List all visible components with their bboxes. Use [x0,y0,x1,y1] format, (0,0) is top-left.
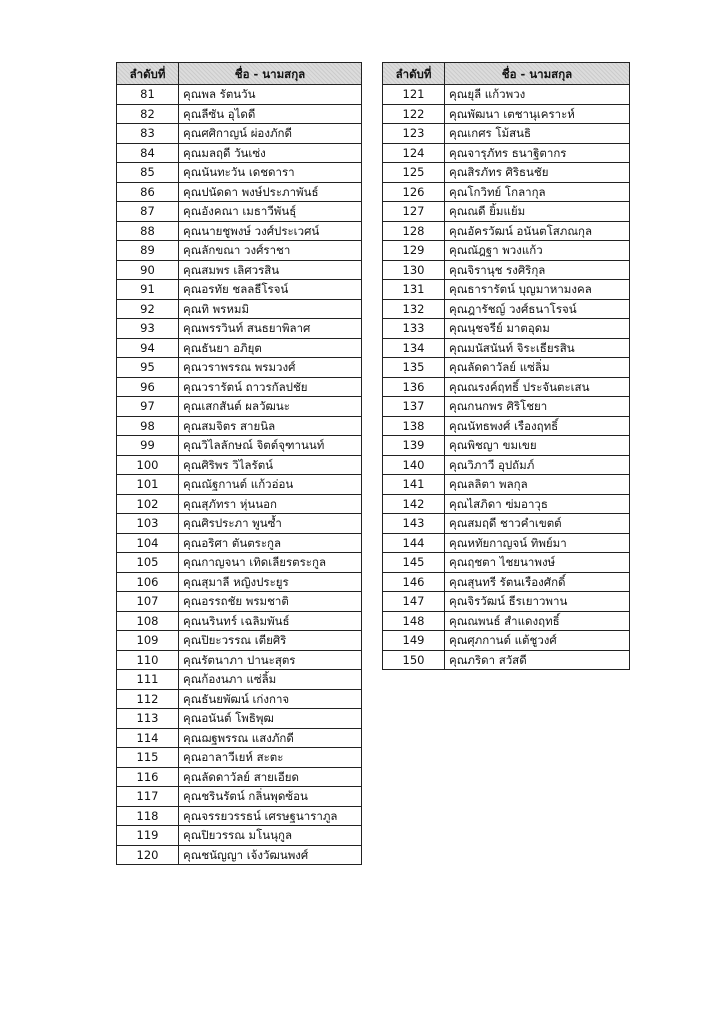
row-number: 135 [383,358,445,378]
row-number: 149 [383,631,445,651]
name-list-table-left [116,62,362,865]
table-row [383,124,630,144]
row-number: 86 [117,182,179,202]
row-number: 124 [383,143,445,163]
row-number: 115 [117,748,179,768]
row-number: 90 [117,260,179,280]
person-name: คุณณรงค์ฤทธิ์ ประจันตะเสน [445,377,630,397]
table-row [383,397,630,417]
table-row [117,202,362,222]
person-name: คุณอัครวัฒน์ อนันตโสภณกุล [445,221,630,241]
table-row [117,709,362,729]
row-number: 110 [117,650,179,670]
row-number: 121 [383,85,445,105]
table-row [383,650,630,670]
person-name: คุณสมพร เลิศวรสิน [179,260,362,280]
row-number: 128 [383,221,445,241]
row-number: 100 [117,455,179,475]
person-name: คุณหทัยกาญจน์ ทิพย์มา [445,533,630,553]
row-number: 83 [117,124,179,144]
person-name: คุณธันยา อภิยุต [179,338,362,358]
row-number: 93 [117,319,179,339]
person-name: คุณศศิกาญน์ ผ่องภักดี [179,124,362,144]
person-name: คุณนันทะวัน เดชดารา [179,163,362,183]
row-number: 139 [383,436,445,456]
table-body-left [117,85,362,865]
row-number: 116 [117,767,179,787]
person-name: คุณยุลี แก้วพวง [445,85,630,105]
person-name: คุณศุภกานต์ แต้ชูวงศ์ [445,631,630,651]
row-number: 131 [383,280,445,300]
row-number: 108 [117,611,179,631]
column-header-number: ลำดับที่ [383,63,445,85]
row-number: 98 [117,416,179,436]
person-name: คุณธารารัตน์ บุญมาหามงคล [445,280,630,300]
person-name: คุณวิภาวี อุปถัมภ์ [445,455,630,475]
person-name: คุณลัดดาวัลย์ แซ่ลิ่ม [445,358,630,378]
table-row [117,748,362,768]
table-row [117,319,362,339]
person-name: คุณลลิตา พลกุล [445,475,630,495]
row-number: 141 [383,475,445,495]
person-name: คุณโกวิทย์ โกลากุล [445,182,630,202]
person-name: คุณสุภัทรา หุ่นนอก [179,494,362,514]
table-row [383,241,630,261]
person-name: คุณวราพรรณ พรมวงศ์ [179,358,362,378]
table-row [383,416,630,436]
row-number: 119 [117,826,179,846]
row-number: 106 [117,572,179,592]
table-row [383,319,630,339]
table-row [117,260,362,280]
person-name: คุณนัทธพงศ์ เรืองฤทธิ์ [445,416,630,436]
row-number: 85 [117,163,179,183]
row-number: 127 [383,202,445,222]
person-name: คุณเสกสันต์ ผลวัฒนะ [179,397,362,417]
table-row [117,826,362,846]
row-number: 142 [383,494,445,514]
table-row [383,436,630,456]
person-name: คุณอรทัย ชลลธีโรจน์ [179,280,362,300]
table-row [383,280,630,300]
person-name: คุณกนกพร ศิริโชยา [445,397,630,417]
person-name: คุณวรารัตน์ ถาวรกัลปชัย [179,377,362,397]
table-header-row [117,63,362,85]
table-row [117,592,362,612]
row-number: 92 [117,299,179,319]
table-row [117,631,362,651]
table-row [117,475,362,495]
person-name: คุณณัฐกานต์ แก้วอ่อน [179,475,362,495]
column-header-number: ลำดับที่ [117,63,179,85]
table-row [117,241,362,261]
row-number: 89 [117,241,179,261]
table-row [383,221,630,241]
table-row [117,455,362,475]
table-row [383,202,630,222]
row-number: 138 [383,416,445,436]
table-row [117,436,362,456]
table-row [117,299,362,319]
row-number: 143 [383,514,445,534]
person-name: คุณปิยวรรณ มโนนุกูล [179,826,362,846]
table-row [383,104,630,124]
row-number: 107 [117,592,179,612]
row-number: 133 [383,319,445,339]
table-row [117,221,362,241]
person-name: คุณพรรวินท์ สนธยาพิลาศ [179,319,362,339]
person-name: คุณณพนธ์ สำแดงฤทธิ์ [445,611,630,631]
table-row [383,553,630,573]
person-name: คุณไสภิดา ฃ่มอาวุธ [445,494,630,514]
table-row [383,338,630,358]
table-row [117,85,362,105]
person-name: คุณนายชูพงษ์ วงศ์ประเวศน์ [179,221,362,241]
table-row [117,182,362,202]
row-number: 140 [383,455,445,475]
name-list-table-right [382,62,630,670]
person-name: คุณลีซัน อุไดดี [179,104,362,124]
table-row [383,572,630,592]
table-row [383,163,630,183]
row-number: 82 [117,104,179,124]
row-number: 103 [117,514,179,534]
table-row [383,182,630,202]
table-row [117,124,362,144]
table-row [117,163,362,183]
row-number: 118 [117,806,179,826]
person-name: คุณภริดา สวัสดี [445,650,630,670]
row-number: 144 [383,533,445,553]
person-name: คุณฤชตา ไชยนาพงษ์ [445,553,630,573]
row-number: 91 [117,280,179,300]
person-name: คุณมลฤดี วันเซ่ง [179,143,362,163]
person-name: คุณกาญจนา เทิดเลียรตระกูล [179,553,362,573]
person-name: คุณชนัญญา เจ้งวัฒนพงศ์ [179,845,362,865]
table-row [117,494,362,514]
row-number: 147 [383,592,445,612]
person-name: คุณลักขณา วงศ์ราชา [179,241,362,261]
person-name: คุณลัดดาวัลย์ สายเอียด [179,767,362,787]
row-number: 130 [383,260,445,280]
row-number: 123 [383,124,445,144]
table-row [383,299,630,319]
table-row [383,143,630,163]
row-number: 120 [117,845,179,865]
row-number: 129 [383,241,445,261]
table-row [117,104,362,124]
person-name: คุณรัตนาภา ปานะสุตร [179,650,362,670]
table-row [383,592,630,612]
table-row [117,358,362,378]
person-name: คุณสุมาลี หญิงประยูร [179,572,362,592]
row-number: 132 [383,299,445,319]
person-name: คุณจิรวัฒน์ ธีรเยาวพาน [445,592,630,612]
person-name: คุณปิยะวรรณ เตียศิริ [179,631,362,651]
person-name: คุณอาลาวีเยห์ สะตะ [179,748,362,768]
row-number: 117 [117,787,179,807]
row-number: 113 [117,709,179,729]
row-number: 101 [117,475,179,495]
table-row [117,280,362,300]
table-row [117,143,362,163]
person-name: คุณณดี ยิ้มแย้ม [445,202,630,222]
table-row [383,631,630,651]
table-body-right [383,85,630,670]
row-number: 109 [117,631,179,651]
person-name: คุณจรรยวรรธน์ เศรษฐนาราภูล [179,806,362,826]
person-name: คุณทิ พรหมมิ [179,299,362,319]
table-row [383,611,630,631]
table-row [117,572,362,592]
row-number: 81 [117,85,179,105]
table-row [117,728,362,748]
person-name: คุณจิรานุช รงศิริกุล [445,260,630,280]
row-number: 87 [117,202,179,222]
person-name: คุณสมฤดี ชาวคำเขตต์ [445,514,630,534]
table-row [117,650,362,670]
person-name: คุณอังคณา เมธาวีพันธุ์ [179,202,362,222]
person-name: คุณพิชญา ขมเขย [445,436,630,456]
person-name: คุณศิริพร วิไลรัตน์ [179,455,362,475]
person-name: คุณอรรถชัย พรมชาติ [179,592,362,612]
person-name: คุณพล รัตนวัน [179,85,362,105]
person-name: คุณปนัดดา พงษ์ประภาพันธ์ [179,182,362,202]
table-row [383,455,630,475]
row-number: 84 [117,143,179,163]
table-row [383,85,630,105]
person-name: คุณฎารัชญ์ วงศ์ธนาโรจน์ [445,299,630,319]
row-number: 94 [117,338,179,358]
row-number: 96 [117,377,179,397]
person-name: คุณสุนทรี รัตนเรืองศักดิ์ [445,572,630,592]
row-number: 134 [383,338,445,358]
person-name: คุณฌฐพรรณ แสงภักดี [179,728,362,748]
table-row [117,397,362,417]
row-number: 126 [383,182,445,202]
row-number: 97 [117,397,179,417]
row-number: 111 [117,670,179,690]
table-row [383,475,630,495]
row-number: 150 [383,650,445,670]
row-number: 95 [117,358,179,378]
person-name: คุณเกศร โม้สนธิ [445,124,630,144]
table-row [117,767,362,787]
table-row [383,358,630,378]
table-row [383,260,630,280]
person-name: คุณจารุภัทร ธนาฐิตากร [445,143,630,163]
row-number: 114 [117,728,179,748]
person-name: คุณพัฒนา เตชานุเคราะห์ [445,104,630,124]
row-number: 122 [383,104,445,124]
column-header-name: ชื่อ - นามสกุล [179,63,362,85]
person-name: คุณสมจิตร สายนิล [179,416,362,436]
row-number: 136 [383,377,445,397]
person-name: คุณณัฎฐา พวงแก้ว [445,241,630,261]
table-row [117,689,362,709]
table-row [117,533,362,553]
column-header-name: ชื่อ - นามสกุล [445,63,630,85]
row-number: 125 [383,163,445,183]
person-name: คุณนรินทร์ เฉลิมพันธ์ [179,611,362,631]
person-name: คุณสิรภัทร ศิริธนชัย [445,163,630,183]
table-row [383,514,630,534]
table-header-row [383,63,630,85]
table-row [383,377,630,397]
person-name: คุณชรินรัตน์ กลิ่นพุดซ้อน [179,787,362,807]
person-name: คุณมนัสนันท์ จิระเธียรสิน [445,338,630,358]
row-number: 88 [117,221,179,241]
table-row [117,553,362,573]
table-row [117,787,362,807]
person-name: คุณนุชจรีย์ มาตอุดม [445,319,630,339]
row-number: 112 [117,689,179,709]
table-row [117,416,362,436]
table-row [383,533,630,553]
row-number: 99 [117,436,179,456]
person-name: คุณอนันต์ โพธิพุฒ [179,709,362,729]
person-name: คุณธันยพัฒน์ เก่งกาจ [179,689,362,709]
table-row [117,670,362,690]
row-number: 105 [117,553,179,573]
table-row [117,806,362,826]
table-row [117,338,362,358]
person-name: คุณวิไลลักษณ์ จิตต์จุฑานนท์ [179,436,362,456]
table-row [117,611,362,631]
row-number: 102 [117,494,179,514]
row-number: 146 [383,572,445,592]
person-name: คุณศิรประภา พูนซ้ำ [179,514,362,534]
row-number: 137 [383,397,445,417]
table-row [117,377,362,397]
row-number: 148 [383,611,445,631]
table-row [383,494,630,514]
person-name: คุณอริศา ตันตระกูล [179,533,362,553]
table-row [117,514,362,534]
table-row [117,845,362,865]
person-name: คุณก้องนภา แซ่ลิ้ม [179,670,362,690]
row-number: 104 [117,533,179,553]
row-number: 145 [383,553,445,573]
